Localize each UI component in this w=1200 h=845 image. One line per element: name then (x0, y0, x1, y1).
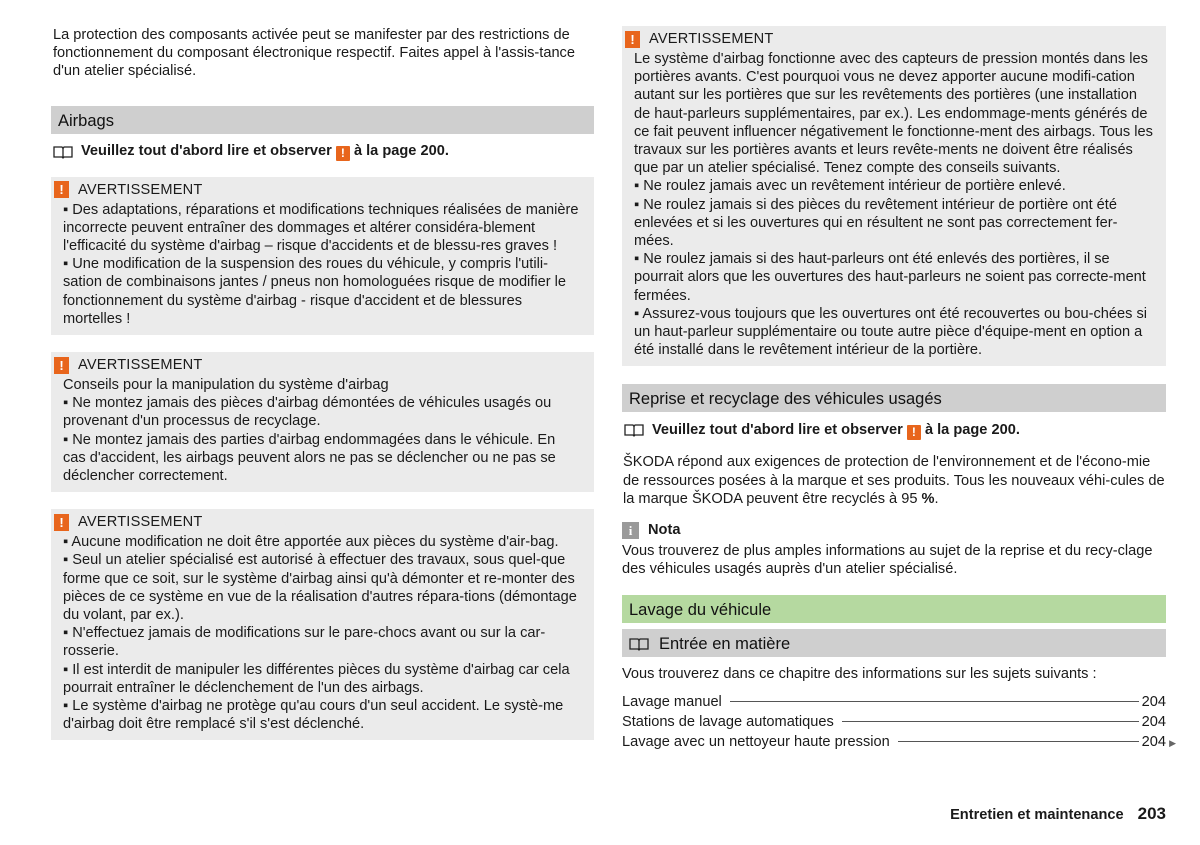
warning-title: AVERTISSEMENT (78, 514, 203, 531)
note-title: Nota (648, 521, 681, 538)
warning-item: ▪ N'effectuez jamais de modifications sur le pare-chocs avant ou sur la car-rosserie. (63, 625, 546, 660)
warning-title: AVERTISSEMENT (649, 30, 774, 47)
warning-icon: ! (54, 357, 69, 374)
page-footer (950, 805, 1166, 824)
continue-arrow-icon: ▶ (1169, 738, 1176, 749)
toc-entry[interactable]: Stations de lavage automatiques 204 (622, 713, 1166, 730)
warning-item: ▪ Ne montez jamais des parties d'airbag endommagées dans le véhicule. En cas d'accident, les airbags peuvent alors ne pas se déclencher ou ne pas se déclencher correctement. (63, 431, 556, 485)
warning-item: ▪ Des adaptations, réparations et modifications techniques réalisées de manière incorrecte peuvent entraîner des dommages et altérer considéra-blement l'efficacité du système d'airbag – risque d'accidents et de blessu-res graves ! (63, 201, 579, 255)
warning-box-2 (51, 352, 594, 492)
toc-page: 204 (1141, 734, 1166, 751)
read-first-reference (51, 143, 594, 161)
warning-lead: Conseils pour la manipulation du système d'airbag (63, 377, 389, 394)
warning-box-1 (51, 177, 594, 335)
read-first-text: Veuillez tout d'abord lire et observer ! à la page 200. (652, 421, 1020, 439)
warning-item: ▪ Assurez-vous toujours que les ouvertures ont été recouvertes ou bou-chées si un haut-parleur supplémentaire ou toute autre pièce d'équipe-ment en option a été installé dans le revêtement intérieur de la portière. (634, 305, 1147, 359)
info-icon: i (622, 522, 639, 539)
section-heading-washing: Lavage du véhicule (622, 595, 1166, 623)
toc-leader (842, 721, 1139, 722)
section-heading-recycling: Reprise et recyclage des véhicules usagés (622, 384, 1166, 412)
warning-lead: Le système d'airbag fonctionne avec des capteurs de pression montés dans les portières avants. C'est pourquoi vous ne devez apporter aucune modifi-cation autant sur les portières que sur les revêtements des portières (une installation de haut-parleurs supplémentaires, par ex.). Les endommage-ments générés de ce fait peuvent influencer négativement le fonctionne-ment des airbags. Tous les travaux sur les portières avants et leurs revête-ments ne doivent être réalisés que par un atelier spécialisé. Tenez compte des conseils suivants. (634, 51, 1153, 177)
right-column (622, 26, 1176, 754)
section-heading-airbags: Airbags (51, 106, 594, 134)
left-column (51, 26, 594, 740)
intro-paragraph: La protection des composants activée peut se manifester par des restrictions de fonctionnement du composant électronique respectif. Faites appel à l'assis-tance d'un atelier spécialisé. (53, 27, 575, 80)
table-of-contents (622, 693, 1176, 754)
note-heading (622, 521, 1166, 539)
warning-item: ▪ Il est interdit de manipuler les différentes pièces du système d'airbag car cela pourrait entraîner le déclenchement de l'un des airbags. (63, 661, 570, 696)
warning-icon: ! (625, 31, 640, 48)
note-text: Vous trouverez de plus amples informations au sujet de la reprise et du recy-clage des véhicules usagés auprès d'un atelier spécialisé. (622, 543, 1153, 578)
book-icon (53, 145, 73, 159)
footer-section-title: Entretien et maintenance (950, 807, 1124, 823)
warning-icon: ! (54, 181, 69, 198)
toc-page: 204 (1141, 693, 1166, 710)
warning-item: ▪ Une modification de la suspension des roues du véhicule, y compris l'utili-sation de combinaisons jantes / pneus non homologuées risque de modifier le fonctionnement du système d'airbag - risque d'accident et de blessures mortelles ! (63, 256, 566, 327)
toc-entry[interactable]: Lavage manuel 204 (622, 693, 1166, 710)
toc-leader (898, 741, 1139, 742)
warning-item: ▪ Ne roulez jamais si des haut-parleurs ont été enlevés des portières, il se pourrait alors que les ouvertures des haut-parleurs ne soient pas correcte-ment fermées. (634, 251, 1146, 304)
warning-item: ▪ Aucune modification ne doit être apportée aux pièces du système d'air-bag. (63, 534, 559, 551)
warning-title: AVERTISSEMENT (78, 356, 203, 373)
read-first-reference (622, 421, 1166, 439)
warning-item: ▪ Ne roulez jamais si des pièces du revêtement intérieur de portière ont été enlevées et si les ouvertures qui en résultent ne sont pas correctement fer-mées. (634, 196, 1118, 250)
toc-leader (730, 701, 1139, 702)
toc-intro: Vous trouverez dans ce chapitre des informations sur les sujets suivants : (622, 666, 1097, 683)
toc-entry[interactable]: Lavage avec un nettoyeur haute pression 204 ▶ (622, 733, 1166, 753)
warning-item: ▪ Le système d'airbag ne protège qu'au cours d'un seul accident. Le systè-me d'airbag doit être remplacé s'il s'est déclenché. (63, 698, 564, 733)
warning-box-doors (622, 26, 1166, 366)
warning-item: ▪ Seul un atelier spécialisé est autorisé à effectuer des travaux, sous quel-que forme que ce soit, sur le système d'airbag ainsi qu'à démonter et re-monter des pièces de ce système en vue de la réalisation d'autres répara-tions (démontage du volant, par ex.). (63, 552, 577, 624)
warning-icon: ! (907, 425, 921, 440)
warning-box-3 (51, 509, 594, 740)
warning-icon: ! (54, 514, 69, 531)
warning-item: ▪ Ne roulez jamais avec un revêtement intérieur de portière enlevé. (634, 178, 1066, 195)
read-first-text: Veuillez tout d'abord lire et observer ! à la page 200. (81, 143, 449, 161)
toc-page: 204 (1141, 713, 1166, 730)
warning-title: AVERTISSEMENT (78, 181, 203, 198)
section-heading-introduction: Entrée en matière (622, 629, 1166, 657)
book-icon (629, 637, 649, 651)
page-number: 203 (1137, 804, 1166, 823)
warning-item: ▪ Ne montez jamais des pièces d'airbag démontées de véhicules usagés ou provenant d'un processus de recyclage. (63, 395, 552, 430)
recycling-paragraph: ŠKODA répond aux exigences de protection de l'environnement et de l'écono-mie de ressources posées à la marque et ses produits. Tous les nouveaux véhi-cules de la marque ŠKODA peuvent être recyclés à 95 %. (623, 454, 1165, 507)
book-icon (624, 423, 644, 437)
warning-icon: ! (336, 146, 350, 161)
